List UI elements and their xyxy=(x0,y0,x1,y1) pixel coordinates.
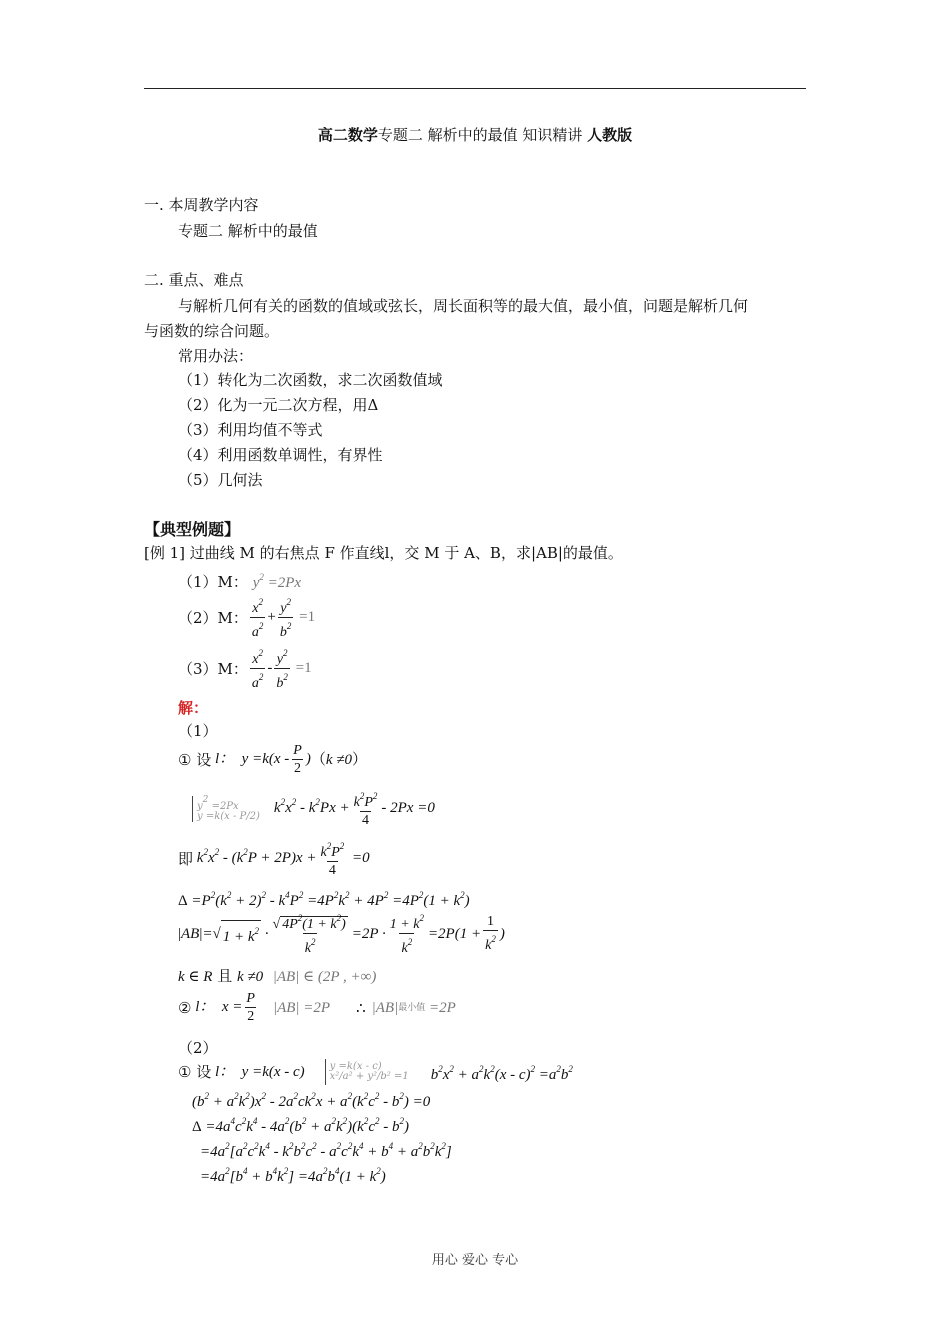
therefore-symbol: ∴ xyxy=(356,998,366,1017)
system-equations: y =k(x - c) x²/a² + y²/b² =1 xyxy=(329,1061,409,1082)
part2-label: （2） xyxy=(178,1039,218,1057)
part2-discriminant-step3: $=4a^2[b^4 + b^4k^2] =4a^2b^4(1 + k^2)$ xyxy=(200,1166,386,1185)
page-title xyxy=(0,124,950,145)
case2-line xyxy=(178,594,315,641)
case2-equation: $\frac{x^2}{a^2}$ + $\frac{y^2}{b^2}$ =1 xyxy=(251,597,316,640)
part2-step1: ① 设 l： y =k(x - c) y =k(x - c) x²/a² + y²/b² =1 $b^2x^2 + a^2k^2(x - c)^2 =a^2b^2$ xyxy=(178,1061,573,1083)
let-word: 设 xyxy=(196,1063,212,1081)
and-word: 且 xyxy=(217,967,233,985)
quadratic-equation: $k^2x^2 - k^2Px$ + $\frac{k^2P^2}{4}$ - 2Px =0 xyxy=(273,791,435,828)
part2-discriminant-step2: $=4a^2[a^2c^2k^4 - k^2b^2c^2 - a^2c^2k^4 + b^4 + a^2b^2k^2]$ xyxy=(200,1141,452,1160)
simplified-equation: $k^2x^2 - (k^2P + 2P)x$ + $\frac{k^2P^2}{4}$ =0 xyxy=(193,841,370,878)
part1-range: k ∈ R 且 k ≠0 |AB| ∈ (2P , +∞) xyxy=(178,967,377,985)
part2-quadratic: $(b^2 + a^2k^2)x^2 - 2a^2ck^2x + a^2(k^2c^2 - b^2) =0$ xyxy=(192,1091,431,1110)
page-footer: 用心 爱心 专心 xyxy=(431,1253,519,1268)
case3-label: （3）M： xyxy=(178,659,248,678)
k-condition: （k ≠0） xyxy=(310,751,367,768)
system-brace xyxy=(192,796,193,822)
ji-word: 即 xyxy=(178,849,194,868)
solution-label: 解： xyxy=(178,699,209,717)
part2-discriminant: $\Delta =4a^4c^2k^4 - 4a^2(b^2 + a^2k^2)(k^2c^2 - b^2)$ xyxy=(192,1116,409,1135)
line-equation: l： y =k(x - $\frac{P}{2}$ ) xyxy=(211,743,311,776)
step-marker: ① xyxy=(178,1063,192,1081)
part1-discriminant: $\Delta =P^2(k^2 + 2)^2 - k^4P^2 =4P^2k^2 + 4P^2 =4P^2(1 + k^2)$ xyxy=(178,890,470,909)
system-equations: $y^2 =2Px$ y =k(x - P/2) xyxy=(197,795,260,822)
section1-heading: 一. 本周教学内容 xyxy=(144,196,259,214)
part1-step1 xyxy=(178,742,367,777)
title-part3: 人教版 xyxy=(587,126,633,144)
method-item: （1）转化为二次函数，求二次函数值域 xyxy=(178,371,443,389)
min-subscript: 最小值 xyxy=(398,1002,426,1013)
part1-step2: ② l： x = $\frac{P}{2}$ |AB| =2P ∴ |AB| 最小值 =2P xyxy=(178,991,456,1024)
system-brace xyxy=(325,1059,326,1085)
methods-label: 常用办法： xyxy=(178,347,254,365)
section1-body: 专题二 解析中的最值 xyxy=(178,222,318,240)
step-marker: ① xyxy=(178,750,192,769)
method-item: （3）利用均值不等式 xyxy=(178,421,323,439)
part1-chord-length: | AB | = √ $1 + k^2$ · $\frac{√ 4P^2(1 + k^2)}{k^2}$ =2P · $\frac{1 + k^2}{k^2}$ =2P(1 + $\frac{1}{k^2}$ ) xyxy=(178,913,505,956)
examples-heading: 【典型例题】 xyxy=(144,520,241,539)
case3-line xyxy=(178,645,312,692)
case3-equation: $\frac{x^2}{a^2}$ - $\frac{y^2}{b^2}$ =1 xyxy=(251,648,312,691)
example1-statement: [例 1] 过曲线 M 的右焦点 F 作直线l，交 M 于 A、B，求|AB|的最值。 xyxy=(144,544,623,562)
part1-system-line xyxy=(192,788,435,829)
method-item: （4）利用函数单调性，有界性 xyxy=(178,446,383,464)
section2-para-line2: 与函数的综合问题。 xyxy=(144,322,280,340)
method-item: （2）化为一元二次方程，用Δ xyxy=(178,396,379,414)
step-marker: ② xyxy=(178,998,192,1017)
case1-label: （1）M： xyxy=(178,573,248,591)
section2-heading: 二. 重点、难点 xyxy=(144,271,244,289)
title-part1: 高二数学 xyxy=(317,126,378,144)
part1-simplified xyxy=(178,838,370,879)
header-rule xyxy=(144,88,806,89)
case1-equation: $y^2 =2Px$ xyxy=(252,572,302,591)
case1-line xyxy=(178,567,301,593)
case2-label: （2）M： xyxy=(178,608,248,627)
section2-para-line1: 与解析几何有关的函数的值域或弦长，周长面积等的最大值，最小值，问题是解析几何 xyxy=(178,297,749,315)
let-word: 设 xyxy=(196,750,212,769)
part1-label: （1） xyxy=(178,722,218,740)
title-part2: 专题二 解析中的最值 知识精讲 xyxy=(377,126,588,144)
method-item: （5）几何法 xyxy=(178,471,263,489)
